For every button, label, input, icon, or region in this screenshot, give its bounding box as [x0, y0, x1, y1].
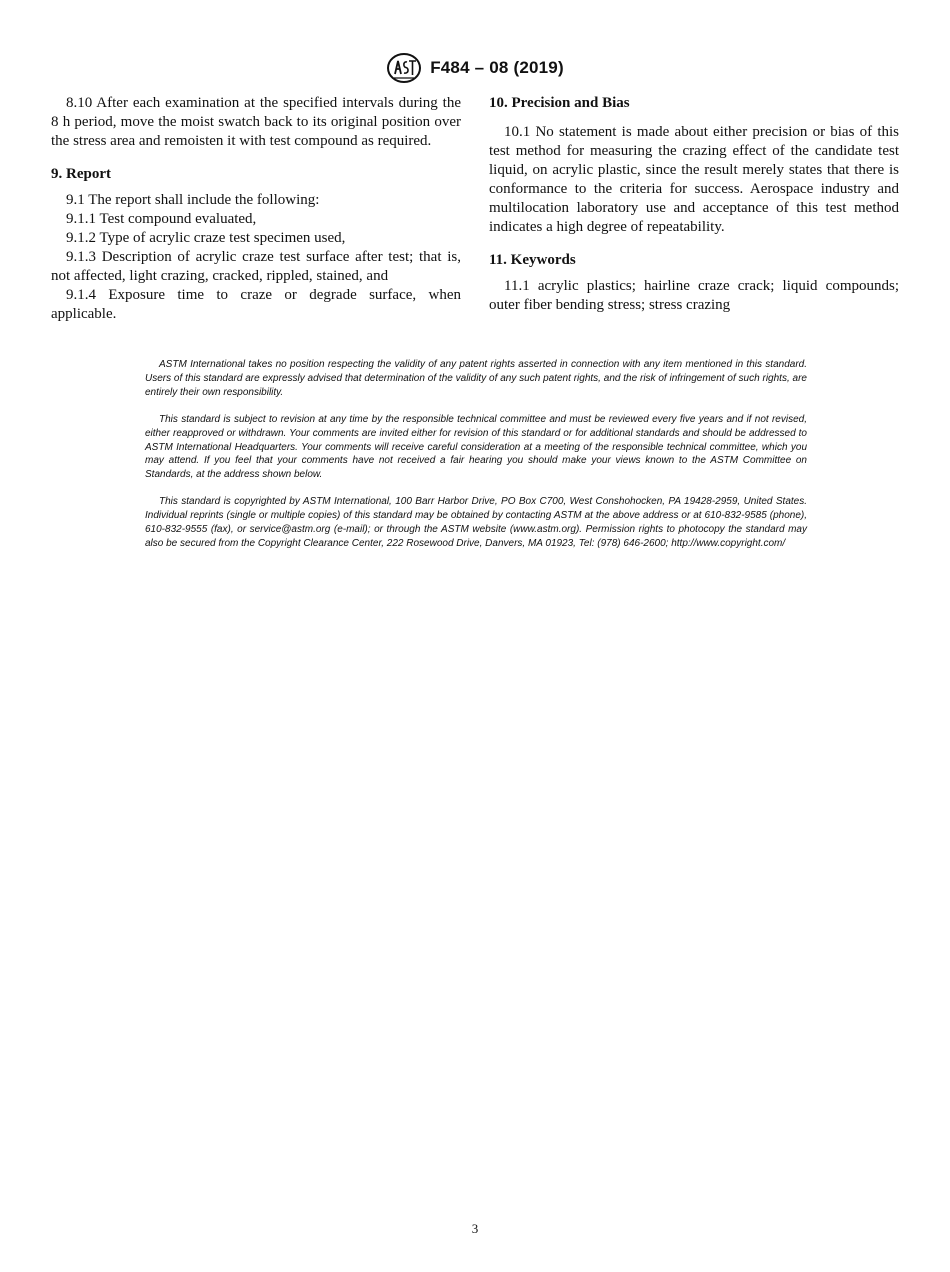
page-number: 3 [471, 1221, 479, 1236]
item-9-1-1: 9.1.1 Test compound evaluated, [66, 211, 257, 227]
copyright-notice: This standard is copyrighted by ASTM International, 100 Barr Harbor Drive, PO Box C700, West Conshohocken, PA 19428-2959, United States. Individual reprints (single or multiple copies) of this standard may be obtained by contacting ASTM at the above address or at 610-832-9585 (phone), 610-832-9555 (fax), or service@astm.org (e-mail); or through the ASTM website (www.astm.org). Permission rights to photocopy the standard may also be secured from the Copyright Clearance Center, 222 Rosewood Drive, Danvers, MA 01923, Tel: (978) 646-2600; http://www.copyright.com/ [145, 496, 807, 549]
revision-notice: This standard is subject to revision at any time by the responsible technical committee and must be reviewed every five years and if not revised, either reapproved or withdrawn. Your comments are invited either for revision of this standard or for additional standards and should be addressed to ASTM International Headquarters. Your comments will receive careful consideration at a meeting of the responsible technical committee, which you may attend. If you feel that your comments have not received a fair hearing you should make your views known to the ASTM Committee on Standards, at the address shown below. [145, 413, 807, 481]
patent-notice: ASTM International takes no position respecting the validity of any patent rights asserted in connection with any item mentioned in this standard. Users of this standard are expressly advised that determination of the validity of any such patent rights, and the risk of infringement of such rights, are entirely their own responsibility. [145, 359, 807, 398]
paragraph-8-10: 8.10 After each examination at the specified intervals during the 8 h period, move the moist swatch back to its original position over the stress area and remoisten it with test compound as required. [51, 95, 461, 149]
right-column [489, 94, 899, 315]
section-11-heading: 11. Keywords [489, 252, 576, 268]
paragraph-10-1: 10.1 No statement is made about either precision or bias of this test method for measuring the crazing effect of the candidate test liquid, on acrylic plastic, since the result merely states that there is conformance to the criteria for success. Aerospace industry and multilocation laboratory use and acceptance of this test method indicates a high degree of repeatability. [489, 124, 899, 235]
item-9-1-2: 9.1.2 Type of acrylic craze test specimen used, [66, 230, 346, 246]
document-header [0, 52, 950, 84]
paragraph-11-1: 11.1 acrylic plastics; hairline craze crack; liquid compounds; outer fiber bending stress; stress crazing [489, 278, 899, 313]
paragraph-9-1: 9.1 The report shall include the following: [66, 192, 320, 208]
item-9-1-3: 9.1.3 Description of acrylic craze test surface after test; that is, not affected, light crazing, cracked, rippled, stained, and [51, 249, 461, 284]
left-column [51, 94, 461, 324]
astm-logo-icon [386, 52, 422, 84]
section-10-heading: 10. Precision and Bias [489, 95, 630, 111]
legal-notices [145, 358, 807, 564]
item-9-1-4: 9.1.4 Exposure time to craze or degrade surface, when applicable. [51, 287, 461, 322]
section-9-heading: 9. Report [51, 166, 111, 182]
document-designation: F484 – 08 (2019) [430, 58, 564, 77]
